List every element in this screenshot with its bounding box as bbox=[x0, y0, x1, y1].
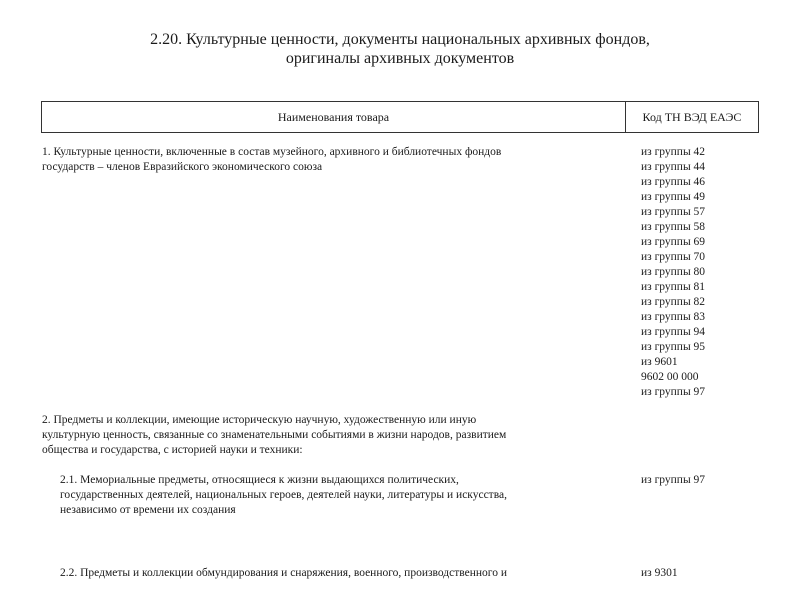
row-2-1-name-line-1: 2.1. Мемориальные предметы, относящиеся к жизни выдающихся политических, bbox=[60, 474, 459, 486]
code-item: из группы 94 bbox=[641, 326, 706, 338]
code-item: из группы 58 bbox=[641, 221, 706, 233]
code-item: из группы 81 bbox=[641, 281, 706, 293]
row-2-name-line-3: общества и государства, с историей науки и техники: bbox=[42, 444, 303, 456]
header-name-cell: Наименования товара bbox=[42, 102, 626, 132]
code-item: из группы 97 bbox=[641, 386, 706, 398]
row-2-2-name-line-1: 2.2. Предметы и коллекции обмундирования и снаряжения, военного, производственного и bbox=[60, 567, 508, 579]
table-row-1-codes bbox=[641, 145, 705, 400]
table-row-2-1-codes bbox=[641, 473, 705, 488]
code-item: из группы 46 bbox=[641, 176, 706, 188]
code-item: из группы 82 bbox=[641, 296, 706, 308]
code-item: из группы 57 bbox=[641, 206, 706, 218]
code-item: из группы 70 bbox=[641, 251, 706, 263]
code-item: из группы 97 bbox=[641, 474, 706, 486]
document-title bbox=[0, 30, 800, 68]
row-2-1-name-line-2: государственных деятелей, национальных героев, деятелей науки, литературы и искусства, bbox=[60, 489, 507, 501]
row-1-name-line-1: 1. Культурные ценности, включенные в состав музейного, архивного и библиотечных фондов bbox=[42, 146, 502, 158]
code-item: из группы 95 bbox=[641, 341, 706, 353]
code-item: 9602 00 000 bbox=[641, 371, 699, 383]
code-item: из группы 69 bbox=[641, 236, 706, 248]
title-line-2: оригиналы архивных документов bbox=[285, 50, 515, 67]
code-item: из группы 42 bbox=[641, 146, 706, 158]
row-2-1-name-line-3: независимо от времени их создания bbox=[60, 504, 236, 516]
row-2-name-line-2: культурную ценность, связанные со знаменательными событиями в жизни народов, развитием bbox=[42, 429, 507, 441]
code-item: из группы 83 bbox=[641, 311, 706, 323]
table-row-1-name bbox=[42, 145, 501, 175]
row-2-name-line-1: 2. Предметы и коллекции, имеющие историческую научную, художественную или иную bbox=[42, 414, 477, 426]
table-row-2-1-name bbox=[60, 473, 507, 518]
title-line-1: 2.20. Культурные ценности, документы национальных архивных фондов, bbox=[150, 31, 650, 48]
code-item: из группы 80 bbox=[641, 266, 706, 278]
row-1-name-line-2: государств – членов Евразийского экономического союза bbox=[42, 161, 323, 173]
table-row-2-2-name bbox=[60, 566, 507, 581]
header-code-cell: Код ТН ВЭД ЕАЭС bbox=[642, 109, 742, 124]
table-row-2-name bbox=[42, 413, 506, 458]
code-item: из 9601 bbox=[641, 356, 678, 368]
code-item: из группы 44 bbox=[641, 161, 706, 173]
table-header bbox=[41, 101, 759, 133]
code-item: из группы 49 bbox=[641, 191, 706, 203]
table-row-2-2-codes bbox=[641, 566, 678, 581]
code-item: из 9301 bbox=[641, 567, 678, 579]
